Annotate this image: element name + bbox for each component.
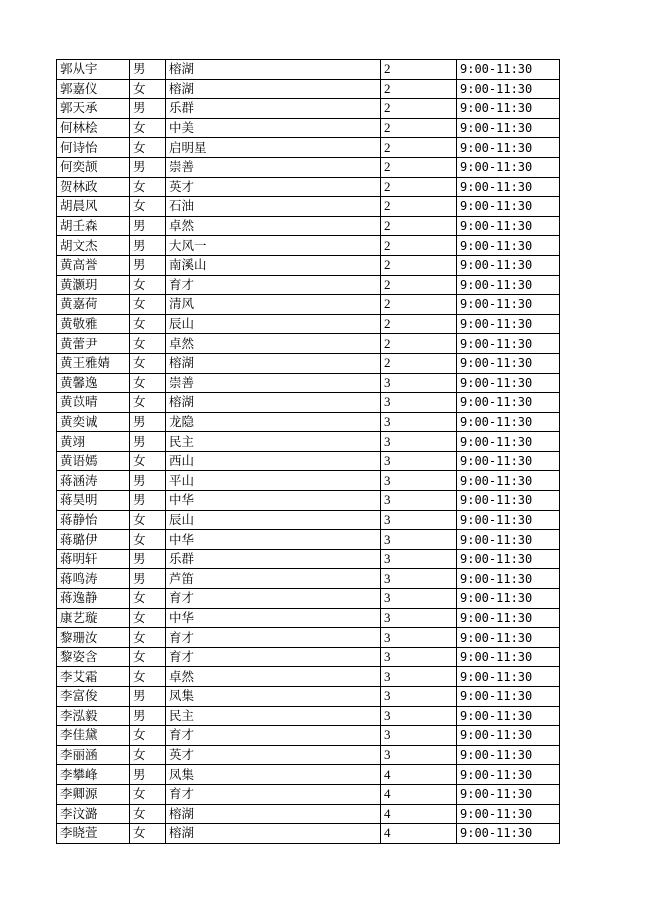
gender-cell: 男 <box>130 432 166 452</box>
gender-cell: 女 <box>130 79 166 99</box>
gender-cell: 女 <box>130 353 166 373</box>
table-row <box>57 255 560 275</box>
gender-cell: 男 <box>130 255 166 275</box>
time-cell: 9:00-11:30 <box>457 275 560 295</box>
table-row <box>57 99 560 119</box>
name-cell: 黎姿含 <box>57 647 130 667</box>
group-cell: 2 <box>381 60 457 80</box>
time-cell: 9:00-11:30 <box>457 334 560 354</box>
time-cell: 9:00-11:30 <box>457 589 560 609</box>
gender-cell: 男 <box>130 549 166 569</box>
school-cell: 育才 <box>166 647 381 667</box>
gender-cell: 女 <box>130 530 166 550</box>
school-cell: 英才 <box>166 745 381 765</box>
name-cell: 黄灏玥 <box>57 275 130 295</box>
table-row <box>57 569 560 589</box>
time-cell: 9:00-11:30 <box>457 530 560 550</box>
table-row <box>57 118 560 138</box>
name-cell: 黎珊汝 <box>57 628 130 648</box>
name-cell: 李富俊 <box>57 687 130 707</box>
name-cell: 郭从宇 <box>57 60 130 80</box>
name-cell: 蒋明轩 <box>57 549 130 569</box>
group-cell: 2 <box>381 216 457 236</box>
gender-cell: 女 <box>130 510 166 530</box>
gender-cell: 女 <box>130 647 166 667</box>
gender-cell: 男 <box>130 99 166 119</box>
group-cell: 3 <box>381 745 457 765</box>
name-cell: 蒋鸣涛 <box>57 569 130 589</box>
table-row <box>57 373 560 393</box>
name-cell: 李晓萱 <box>57 824 130 844</box>
gender-cell: 女 <box>130 451 166 471</box>
name-cell: 黄奕诚 <box>57 412 130 432</box>
time-cell: 9:00-11:30 <box>457 99 560 119</box>
time-cell: 9:00-11:30 <box>457 804 560 824</box>
time-cell: 9:00-11:30 <box>457 412 560 432</box>
group-cell: 3 <box>381 373 457 393</box>
name-cell: 何奕颉 <box>57 157 130 177</box>
name-cell: 李艾霜 <box>57 667 130 687</box>
school-cell: 榕湖 <box>166 79 381 99</box>
gender-cell: 女 <box>130 726 166 746</box>
group-cell: 4 <box>381 824 457 844</box>
group-cell: 3 <box>381 647 457 667</box>
table-row <box>57 706 560 726</box>
table-row <box>57 157 560 177</box>
gender-cell: 男 <box>130 569 166 589</box>
time-cell: 9:00-11:30 <box>457 451 560 471</box>
table-row <box>57 412 560 432</box>
table-row <box>57 60 560 80</box>
name-cell: 黄敬雅 <box>57 314 130 334</box>
gender-cell: 男 <box>130 216 166 236</box>
name-cell: 蒋昊明 <box>57 491 130 511</box>
group-cell: 3 <box>381 549 457 569</box>
group-cell: 3 <box>381 687 457 707</box>
roster-table <box>56 59 560 844</box>
time-cell: 9:00-11:30 <box>457 353 560 373</box>
group-cell: 4 <box>381 804 457 824</box>
group-cell: 2 <box>381 79 457 99</box>
time-cell: 9:00-11:30 <box>457 745 560 765</box>
gender-cell: 男 <box>130 60 166 80</box>
gender-cell: 女 <box>130 373 166 393</box>
gender-cell: 男 <box>130 412 166 432</box>
gender-cell: 女 <box>130 275 166 295</box>
school-cell: 凤集 <box>166 687 381 707</box>
group-cell: 3 <box>381 491 457 511</box>
school-cell: 中华 <box>166 491 381 511</box>
group-cell: 3 <box>381 412 457 432</box>
school-cell: 卓然 <box>166 216 381 236</box>
school-cell: 育才 <box>166 589 381 609</box>
school-cell: 榕湖 <box>166 804 381 824</box>
time-cell: 9:00-11:30 <box>457 549 560 569</box>
table-row <box>57 138 560 158</box>
time-cell: 9:00-11:30 <box>457 432 560 452</box>
school-cell: 育才 <box>166 628 381 648</box>
table-row <box>57 726 560 746</box>
school-cell: 南溪山 <box>166 255 381 275</box>
table-row <box>57 491 560 511</box>
gender-cell: 男 <box>130 687 166 707</box>
table-row <box>57 510 560 530</box>
time-cell: 9:00-11:30 <box>457 687 560 707</box>
school-cell: 清风 <box>166 295 381 315</box>
school-cell: 榕湖 <box>166 353 381 373</box>
time-cell: 9:00-11:30 <box>457 118 560 138</box>
time-cell: 9:00-11:30 <box>457 667 560 687</box>
school-cell: 育才 <box>166 726 381 746</box>
name-cell: 蒋璐伊 <box>57 530 130 550</box>
table-row <box>57 79 560 99</box>
gender-cell: 女 <box>130 628 166 648</box>
school-cell: 民主 <box>166 432 381 452</box>
table-row <box>57 824 560 844</box>
time-cell: 9:00-11:30 <box>457 373 560 393</box>
group-cell: 2 <box>381 99 457 119</box>
name-cell: 李卿源 <box>57 784 130 804</box>
group-cell: 3 <box>381 608 457 628</box>
gender-cell: 男 <box>130 491 166 511</box>
school-cell: 榕湖 <box>166 393 381 413</box>
gender-cell: 女 <box>130 608 166 628</box>
name-cell: 黄馨逸 <box>57 373 130 393</box>
group-cell: 2 <box>381 353 457 373</box>
name-cell: 贺林政 <box>57 177 130 197</box>
table-row <box>57 236 560 256</box>
time-cell: 9:00-11:30 <box>457 647 560 667</box>
table-row <box>57 295 560 315</box>
school-cell: 西山 <box>166 451 381 471</box>
table-row <box>57 334 560 354</box>
group-cell: 3 <box>381 569 457 589</box>
time-cell: 9:00-11:30 <box>457 628 560 648</box>
school-cell: 英才 <box>166 177 381 197</box>
group-cell: 3 <box>381 706 457 726</box>
group-cell: 3 <box>381 510 457 530</box>
time-cell: 9:00-11:30 <box>457 314 560 334</box>
school-cell: 中华 <box>166 530 381 550</box>
gender-cell: 女 <box>130 197 166 217</box>
school-cell: 大风一 <box>166 236 381 256</box>
gender-cell: 女 <box>130 118 166 138</box>
table-row <box>57 647 560 667</box>
table-row <box>57 530 560 550</box>
name-cell: 胡文杰 <box>57 236 130 256</box>
gender-cell: 男 <box>130 236 166 256</box>
name-cell: 李攀峰 <box>57 765 130 785</box>
gender-cell: 男 <box>130 471 166 491</box>
school-cell: 崇善 <box>166 157 381 177</box>
time-cell: 9:00-11:30 <box>457 569 560 589</box>
time-cell: 9:00-11:30 <box>457 393 560 413</box>
gender-cell: 女 <box>130 177 166 197</box>
group-cell: 3 <box>381 471 457 491</box>
table-row <box>57 197 560 217</box>
time-cell: 9:00-11:30 <box>457 706 560 726</box>
gender-cell: 女 <box>130 393 166 413</box>
school-cell: 平山 <box>166 471 381 491</box>
name-cell: 何林桧 <box>57 118 130 138</box>
name-cell: 黄翊 <box>57 432 130 452</box>
name-cell: 蒋静怡 <box>57 510 130 530</box>
group-cell: 3 <box>381 393 457 413</box>
group-cell: 2 <box>381 197 457 217</box>
name-cell: 康艺璇 <box>57 608 130 628</box>
group-cell: 3 <box>381 530 457 550</box>
name-cell: 何诗怡 <box>57 138 130 158</box>
time-cell: 9:00-11:30 <box>457 60 560 80</box>
school-cell: 乐群 <box>166 549 381 569</box>
school-cell: 乐群 <box>166 99 381 119</box>
gender-cell: 男 <box>130 706 166 726</box>
gender-cell: 男 <box>130 765 166 785</box>
gender-cell: 女 <box>130 667 166 687</box>
school-cell: 民主 <box>166 706 381 726</box>
table-row <box>57 432 560 452</box>
time-cell: 9:00-11:30 <box>457 765 560 785</box>
school-cell: 启明星 <box>166 138 381 158</box>
group-cell: 2 <box>381 275 457 295</box>
table-row <box>57 687 560 707</box>
gender-cell: 女 <box>130 784 166 804</box>
group-cell: 2 <box>381 157 457 177</box>
group-cell: 2 <box>381 118 457 138</box>
table-row <box>57 275 560 295</box>
school-cell: 中美 <box>166 118 381 138</box>
name-cell: 黄高誉 <box>57 255 130 275</box>
gender-cell: 男 <box>130 157 166 177</box>
school-cell: 石油 <box>166 197 381 217</box>
name-cell: 胡壬森 <box>57 216 130 236</box>
name-cell: 黄苡晴 <box>57 393 130 413</box>
time-cell: 9:00-11:30 <box>457 471 560 491</box>
school-cell: 育才 <box>166 275 381 295</box>
school-cell: 崇善 <box>166 373 381 393</box>
gender-cell: 女 <box>130 138 166 158</box>
name-cell: 李汶潞 <box>57 804 130 824</box>
school-cell: 龙隐 <box>166 412 381 432</box>
group-cell: 2 <box>381 295 457 315</box>
time-cell: 9:00-11:30 <box>457 491 560 511</box>
time-cell: 9:00-11:30 <box>457 197 560 217</box>
table-row <box>57 314 560 334</box>
table-row <box>57 765 560 785</box>
table-row <box>57 393 560 413</box>
group-cell: 3 <box>381 667 457 687</box>
name-cell: 郭嘉仪 <box>57 79 130 99</box>
time-cell: 9:00-11:30 <box>457 157 560 177</box>
name-cell: 蒋逸静 <box>57 589 130 609</box>
group-cell: 4 <box>381 784 457 804</box>
school-cell: 卓然 <box>166 667 381 687</box>
time-cell: 9:00-11:30 <box>457 79 560 99</box>
gender-cell: 女 <box>130 804 166 824</box>
time-cell: 9:00-11:30 <box>457 784 560 804</box>
name-cell: 郭天承 <box>57 99 130 119</box>
time-cell: 9:00-11:30 <box>457 216 560 236</box>
table-row <box>57 589 560 609</box>
school-cell: 榕湖 <box>166 60 381 80</box>
table-row <box>57 216 560 236</box>
time-cell: 9:00-11:30 <box>457 824 560 844</box>
name-cell: 胡晨风 <box>57 197 130 217</box>
table-row <box>57 177 560 197</box>
gender-cell: 女 <box>130 745 166 765</box>
group-cell: 3 <box>381 726 457 746</box>
group-cell: 3 <box>381 432 457 452</box>
time-cell: 9:00-11:30 <box>457 510 560 530</box>
time-cell: 9:00-11:30 <box>457 295 560 315</box>
time-cell: 9:00-11:30 <box>457 255 560 275</box>
gender-cell: 女 <box>130 314 166 334</box>
name-cell: 黄王雅婧 <box>57 353 130 373</box>
school-cell: 中华 <box>166 608 381 628</box>
group-cell: 3 <box>381 451 457 471</box>
name-cell: 李丽涵 <box>57 745 130 765</box>
table-row <box>57 667 560 687</box>
group-cell: 3 <box>381 628 457 648</box>
school-cell: 育才 <box>166 784 381 804</box>
school-cell: 卓然 <box>166 334 381 354</box>
school-cell: 榕湖 <box>166 824 381 844</box>
table-row <box>57 608 560 628</box>
group-cell: 3 <box>381 589 457 609</box>
gender-cell: 女 <box>130 824 166 844</box>
school-cell: 辰山 <box>166 314 381 334</box>
school-cell: 凤集 <box>166 765 381 785</box>
gender-cell: 女 <box>130 334 166 354</box>
time-cell: 9:00-11:30 <box>457 608 560 628</box>
gender-cell: 女 <box>130 295 166 315</box>
group-cell: 2 <box>381 236 457 256</box>
name-cell: 黄语嫣 <box>57 451 130 471</box>
group-cell: 2 <box>381 138 457 158</box>
name-cell: 李佳黛 <box>57 726 130 746</box>
table-row <box>57 745 560 765</box>
time-cell: 9:00-11:30 <box>457 236 560 256</box>
group-cell: 2 <box>381 334 457 354</box>
table-row <box>57 549 560 569</box>
school-cell: 芦笛 <box>166 569 381 589</box>
group-cell: 2 <box>381 314 457 334</box>
table-row <box>57 353 560 373</box>
table-row <box>57 451 560 471</box>
name-cell: 蒋涵涛 <box>57 471 130 491</box>
table-row <box>57 784 560 804</box>
roster-table-body <box>57 60 560 844</box>
table-row <box>57 471 560 491</box>
time-cell: 9:00-11:30 <box>457 138 560 158</box>
gender-cell: 女 <box>130 589 166 609</box>
table-row <box>57 628 560 648</box>
name-cell: 李泓毅 <box>57 706 130 726</box>
name-cell: 黄蕾尹 <box>57 334 130 354</box>
group-cell: 4 <box>381 765 457 785</box>
group-cell: 2 <box>381 255 457 275</box>
group-cell: 2 <box>381 177 457 197</box>
time-cell: 9:00-11:30 <box>457 177 560 197</box>
school-cell: 辰山 <box>166 510 381 530</box>
time-cell: 9:00-11:30 <box>457 726 560 746</box>
table-row <box>57 804 560 824</box>
name-cell: 黄嘉荷 <box>57 295 130 315</box>
